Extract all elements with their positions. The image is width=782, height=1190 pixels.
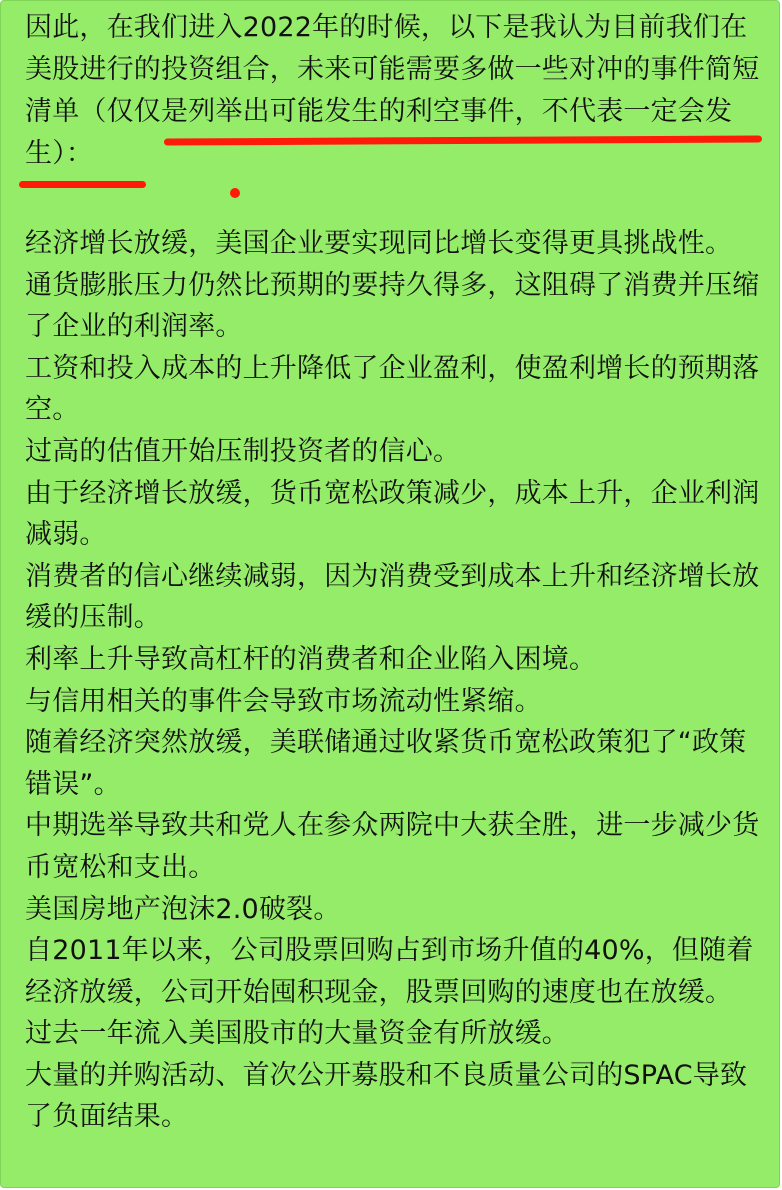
red-dot xyxy=(230,188,240,198)
list-item: 大量的并购活动、首次公开募股和不良质量公司的SPAC导致了负面结果。 xyxy=(25,1059,748,1133)
list-item: 由于经济增长放缓，货币宽松政策减少，成本上升，企业利润减弱。 xyxy=(25,477,760,551)
list-item: 过去一年流入美国股市的大量资金有所放缓。 xyxy=(25,1018,569,1050)
list-item: 利率上升导致高杠杆的消费者和企业陷入困境。 xyxy=(25,643,597,675)
list-item: 美国房地产泡沫2.0破裂。 xyxy=(25,893,341,925)
message-intro-text: 因此，在我们进入2022年的时候，以下是我认为目前我们在美股进行的投资组合，未来可能需要多做一些对冲的事件简短清单（仅仅是列举出可能发生的利空事件，不代表一定会发生）： xyxy=(25,12,760,169)
list-item: 中期选举导致共和党人在参众两院中大获全胜，进一步减少货币宽松和支出。 xyxy=(25,810,760,883)
list-item: 自2011年以来，公司股票回购占到市场升值的40%，但随着经济放缓，公司开始囤积现金，股票回购的速度也在放缓。 xyxy=(25,935,754,1008)
red-underline-2 xyxy=(19,181,146,188)
list-item: 消费者的信心继续减弱，因为消费受到成本上升和经济增长放缓的压制。 xyxy=(25,560,760,634)
list-item: 通货膨胀压力仍然比预期的要持久得多，这阻碍了消费并压缩了企业的利润率。 xyxy=(25,269,760,343)
risk-event-list xyxy=(25,223,770,1138)
list-item: 经济增长放缓，美国企业要实现同比增长变得更具挑战性。 xyxy=(25,228,733,259)
list-item: 工资和投入成本的上升降低了企业盈利，使盈利增长的预期落空。 xyxy=(25,352,760,426)
list-item: 与信用相关的事件会导致市场流动性紧缩。 xyxy=(25,685,542,717)
list-item: 随着经济突然放缓，美联储通过收紧货币宽松政策犯了“政策错误”。 xyxy=(25,727,747,800)
list-item: 过高的估值开始压制投资者的信心。 xyxy=(25,435,461,467)
